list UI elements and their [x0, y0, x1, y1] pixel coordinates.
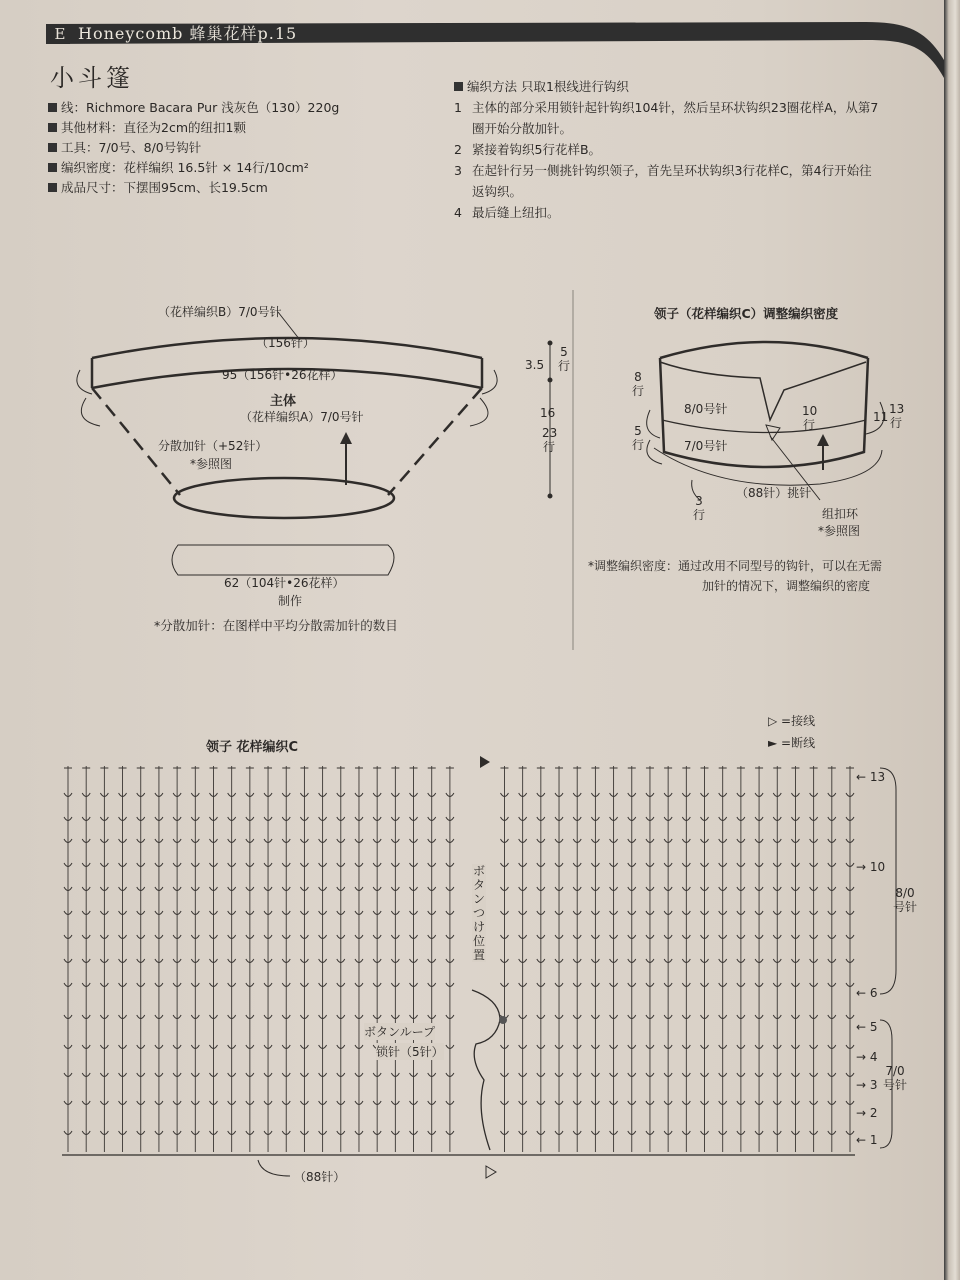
- collar-note-line2: 加针的情况下，调整编织的密度: [702, 579, 871, 593]
- method-step: 1 主体的部分采用锁针起针钩织104针，然后呈环状钩织23圈花样A，从第7: [454, 100, 879, 115]
- spec-size: 成品尺寸：下摆围95cm、长19.5cm: [48, 178, 339, 198]
- collar-left-lower-rows: 5行: [631, 424, 644, 452]
- cut-yarn-marker: [480, 756, 490, 768]
- collar-left-upper-rows: 8行: [631, 370, 644, 398]
- collar-bottom-rows: 3行: [692, 494, 705, 522]
- chart-title: 领子 花样编织C: [206, 740, 299, 755]
- body-rim-label: 95（156针•26花样）: [222, 368, 343, 382]
- chain-label: 锁针（5针）: [376, 1045, 444, 1059]
- page-title: 小斗篷: [50, 64, 134, 92]
- body-schematic: [77, 312, 497, 575]
- body-main-sub: （花样编织A）7/0号针: [240, 410, 364, 424]
- collar-pickup: （88针）挑针: [736, 486, 812, 500]
- method-step: 4 最后缝上纽扣。: [454, 205, 560, 220]
- join-yarn-marker: [486, 1166, 496, 1178]
- body-top-label: （花样编织B）7/0号针: [158, 305, 282, 319]
- body-top-count: （156针）: [256, 336, 315, 350]
- body-footnote: *分散加针：在图样中平均分散需加针的数目: [154, 618, 398, 633]
- bottom-brace: [258, 1160, 290, 1176]
- collar-loop: 组扣环: [822, 507, 859, 521]
- spec-tools: 工具：7/0号、8/0号钩针: [48, 138, 339, 158]
- method-heading: 编织方法 只取1根线进行钩织: [454, 76, 934, 97]
- height-top-cm: 3.5: [525, 358, 545, 372]
- button-position-dot: [499, 1016, 507, 1024]
- body-ref: *参照图: [190, 457, 233, 471]
- header-title: Honeycomb 蜂巢花样p.15: [78, 24, 298, 43]
- method-step-continuation: 返钩织。: [472, 184, 523, 199]
- body-base-label: 62（104针•26花样）: [224, 576, 345, 590]
- collar-ref: *参照图: [818, 524, 861, 538]
- spec-other: 其他材料：直径为2cm的纽扣1颗: [48, 118, 339, 138]
- row-label-5: ← 5: [856, 1020, 878, 1034]
- method-step: 2 紧接着钩织5行花样B。: [454, 142, 602, 157]
- collar-upper-needle: 8/0号针: [684, 402, 728, 416]
- spec-yarn: 线：Richmore Bacara Pur 浅灰色（130）220g: [48, 98, 339, 118]
- body-base-sub: 制作: [278, 594, 303, 608]
- crochet-chart: [64, 756, 854, 1178]
- button-loop-label: ボタンループ: [364, 1025, 436, 1039]
- chart-bottom-count: （88针）: [294, 1170, 346, 1184]
- row-label-13: ← 13: [856, 770, 886, 784]
- row-label-6: ← 6: [856, 986, 878, 1000]
- collar-note-line1: *调整编织密度：通过改用不同型号的钩针，可以在无需: [588, 559, 883, 573]
- collar-gap-rows: 10行: [802, 404, 818, 432]
- method-step-continuation: 圈开始分散加针。: [472, 121, 573, 136]
- collar-lower-needle: 7/0号针: [684, 439, 728, 453]
- row-label-3: → 3: [856, 1078, 878, 1092]
- collar-right-rows: 13行: [889, 402, 905, 430]
- row-label-1: ← 1: [856, 1133, 878, 1147]
- header-section-letter: E: [50, 24, 70, 44]
- button-loop-path: [472, 990, 500, 1150]
- height-main-rows: 23行: [542, 426, 558, 454]
- height-main-cm: 16: [540, 406, 556, 420]
- body-increase: 分散加针（+52针）: [158, 439, 268, 453]
- collar-title: 领子（花样编织C）调整编织密度: [654, 306, 839, 321]
- row-label-2: → 2: [856, 1106, 878, 1120]
- row-label-4: → 4: [856, 1050, 878, 1064]
- lower-hook-label: 7/0号针: [882, 1064, 907, 1092]
- method-step: 3 在起针行另一侧挑针钩织领子，首先呈环状钩织3行花样C，第4行开始往: [454, 163, 872, 178]
- legend-cut: ► =断线: [768, 736, 816, 750]
- collar-right-height: 11: [873, 410, 889, 424]
- collar-schematic: [647, 342, 884, 500]
- body-main-title: 主体: [270, 394, 297, 409]
- upper-hook-label: 8/0号针: [892, 886, 917, 914]
- height-top-rows: 5行: [557, 345, 570, 373]
- spec-gauge: 编织密度：花样编织 16.5针 × 14行/10cm²: [48, 158, 339, 178]
- row-label-10: → 10: [856, 860, 886, 874]
- legend-join: ▷ =接线: [768, 714, 816, 728]
- button-position-label: ボタンつけ位置: [472, 864, 485, 962]
